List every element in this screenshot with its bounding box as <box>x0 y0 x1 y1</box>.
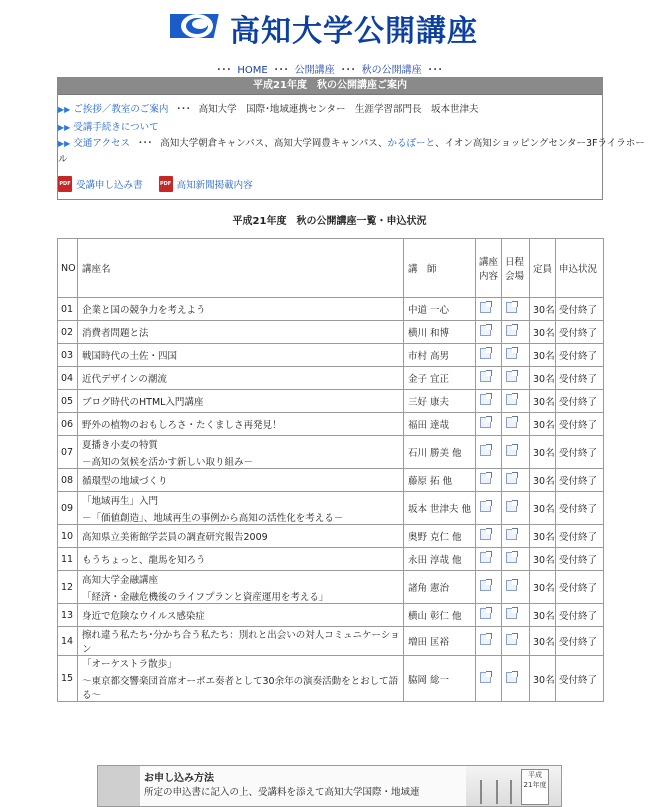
row-no: 14 <box>58 627 78 656</box>
row-no: 08 <box>58 469 78 492</box>
tree-graphic <box>510 780 512 804</box>
row-lecturer: 中道 一心 <box>404 298 476 321</box>
banner-winter-image <box>466 766 561 806</box>
row-capacity: 30名 <box>530 571 556 604</box>
row-status: 受付終了 <box>556 627 604 656</box>
external-link-icon[interactable] <box>506 608 517 619</box>
external-link-icon[interactable] <box>506 552 517 563</box>
row-lecturer: 石川 勝美 他 <box>404 436 476 469</box>
row-no: 06 <box>58 413 78 436</box>
row-course-name <box>78 413 404 436</box>
tree-graphic <box>480 780 482 804</box>
table-row <box>58 548 604 571</box>
course-title: 夏播き小麦の特質 <box>82 439 159 451</box>
greeting-link[interactable]: ご挨拶／教室のご案内 <box>73 104 169 115</box>
course-title: 身近で危険なウイルス感染症 <box>82 611 205 622</box>
external-link-icon[interactable] <box>506 445 517 456</box>
course-list-title: 平成21年度 秋の公開講座一覧・申込状況 <box>232 216 427 227</box>
row-lecturer: 坂本 世津夫 他 <box>404 492 476 525</box>
header-lecturer: 講 師 <box>404 239 476 298</box>
row-schedule-cell <box>502 436 530 469</box>
course-title: 企業と国の競争力を考えよう <box>82 305 206 316</box>
external-link-icon[interactable] <box>506 417 517 428</box>
external-link-icon[interactable] <box>506 529 517 540</box>
external-link-icon[interactable] <box>506 501 517 512</box>
external-link-icon[interactable] <box>480 371 491 382</box>
access-text: 高知大学朝倉キャンパス、高知大学岡豊キャンパス、 <box>160 138 388 149</box>
breadcrumb <box>0 61 659 76</box>
external-link-icon[interactable] <box>506 348 517 359</box>
row-course-name <box>78 298 404 321</box>
external-link-icon[interactable] <box>480 634 491 645</box>
external-link-icon[interactable] <box>506 473 517 484</box>
breadcrumb-separator: ･･･ <box>340 65 356 76</box>
external-link-icon[interactable] <box>506 394 517 405</box>
row-content-cell <box>476 571 502 604</box>
row-content-cell <box>476 367 502 390</box>
row-lecturer: 市村 高男 <box>404 344 476 367</box>
external-link-icon[interactable] <box>506 580 517 591</box>
row-status: 受付終了 <box>556 656 604 702</box>
row-capacity: 30名 <box>530 525 556 548</box>
seal-line-2: 21年度 <box>523 781 547 789</box>
greeting-text: 高知大学 国際･地域連携センター 生涯学習部門長 坂本世津夫 <box>198 104 479 115</box>
row-capacity: 30名 <box>530 413 556 436</box>
access-link[interactable]: 交通アクセス <box>73 138 131 149</box>
external-link-icon[interactable] <box>480 417 491 428</box>
application-form-pdf-link[interactable]: 受講申し込み書 <box>76 180 143 191</box>
row-content-cell <box>476 548 502 571</box>
row-course-name <box>78 492 404 525</box>
course-title: 高知大学金融講座 <box>82 574 159 586</box>
row-course-name <box>78 469 404 492</box>
course-title: 野外の植物のおもしろさ・たくましさ再発見！ <box>82 420 282 431</box>
course-title: 「オーケストラ散歩」 <box>82 659 177 670</box>
row-schedule-cell <box>502 469 530 492</box>
row-content-cell <box>476 390 502 413</box>
karuport-link[interactable]: かるぽーと <box>387 138 436 149</box>
arrow-icon: ▶▶ <box>58 105 71 114</box>
table-row <box>58 413 604 436</box>
table-row <box>58 571 604 604</box>
breadcrumb-separator: ･･･ <box>216 65 232 76</box>
row-content-cell <box>476 525 502 548</box>
row-lecturer: 脇岡 総一 <box>404 656 476 702</box>
guide-title: 平成21年度 秋の公開講座ご案内 <box>58 78 602 95</box>
header-schedule <box>502 239 530 298</box>
row-content-cell <box>476 469 502 492</box>
row-lecturer: 三好 康夫 <box>404 390 476 413</box>
external-link-icon[interactable] <box>506 634 517 645</box>
table-row <box>58 469 604 492</box>
row-capacity: 30名 <box>530 627 556 656</box>
guide-box <box>57 77 645 200</box>
row-content-cell <box>476 436 502 469</box>
row-schedule-cell <box>502 571 530 604</box>
breadcrumb-separator: ･･･ <box>427 65 443 76</box>
row-course-name <box>78 344 404 367</box>
table-row <box>58 344 604 367</box>
row-capacity: 30名 <box>530 298 556 321</box>
logo-emblem-icon <box>170 8 220 44</box>
external-link-icon[interactable] <box>480 445 491 456</box>
header-content-line2: 内容 <box>479 271 499 282</box>
table-row <box>58 436 604 469</box>
external-link-icon[interactable] <box>480 302 491 313</box>
guide-procedure-row <box>58 119 159 133</box>
row-no: 11 <box>58 548 78 571</box>
row-schedule-cell <box>502 604 530 627</box>
row-status: 受付終了 <box>556 321 604 344</box>
course-subtitle: －「価値創造」、地域再生の事例から高知の活性化を考える－ <box>82 512 344 524</box>
row-no: 10 <box>58 525 78 548</box>
row-no: 15 <box>58 656 78 702</box>
header-no: NO <box>58 239 78 298</box>
arrow-icon: ▶▶ <box>58 139 71 148</box>
course-title: 近代デザインの潮流 <box>82 374 167 385</box>
external-link-icon[interactable] <box>506 371 517 382</box>
external-link-icon[interactable] <box>480 529 491 540</box>
course-title: 高知県立美術館学芸員の調査研究報告2009 <box>82 532 268 543</box>
nav-home-link[interactable]: HOME <box>237 65 268 76</box>
row-no: 03 <box>58 344 78 367</box>
external-link-icon[interactable] <box>480 608 491 619</box>
row-schedule-cell <box>502 413 530 436</box>
banner-side-panel <box>98 766 140 806</box>
newspaper-pdf-link[interactable]: 高知新聞掲載内容 <box>176 180 253 191</box>
nav-public-lectures-link[interactable]: 公開講座 <box>294 65 335 76</box>
row-content-cell <box>476 656 502 702</box>
external-link-icon[interactable] <box>506 325 517 336</box>
external-link-icon[interactable] <box>480 552 491 563</box>
row-no: 12 <box>58 571 78 604</box>
row-lecturer: 永田 淳哉 他 <box>404 548 476 571</box>
row-lecturer: 横川 和博 <box>404 321 476 344</box>
row-status: 受付終了 <box>556 492 604 525</box>
row-capacity: 30名 <box>530 469 556 492</box>
row-capacity: 30名 <box>530 604 556 627</box>
row-course-name <box>78 656 404 702</box>
row-course-name <box>78 571 404 604</box>
header-schedule-line2: 会場 <box>505 271 525 282</box>
banner-title: お申し込み方法 <box>144 773 214 784</box>
row-course-name <box>78 321 404 344</box>
external-link-icon[interactable] <box>480 325 491 336</box>
row-lecturer: 横山 彰仁 他 <box>404 604 476 627</box>
row-lecturer: 藤原 拓 他 <box>404 469 476 492</box>
row-course-name <box>78 604 404 627</box>
row-schedule-cell <box>502 344 530 367</box>
row-schedule-cell <box>502 390 530 413</box>
table-row <box>58 656 604 702</box>
access-text-2: 、イオン高知ショッピングセンター3Fライラホー <box>435 138 645 149</box>
course-subtitle: －高知の気候を活かす新しい取り組み－ <box>82 456 254 468</box>
seal-line-1: 平成 <box>528 771 542 779</box>
course-table <box>57 238 604 702</box>
row-schedule-cell <box>502 367 530 390</box>
procedure-link[interactable]: 受講手続きについて <box>73 122 159 133</box>
row-lecturer: 諸角 憲治 <box>404 571 476 604</box>
external-link-icon[interactable] <box>506 302 517 313</box>
pdf-icon: PDF <box>159 176 173 192</box>
row-content-cell <box>476 321 502 344</box>
site-logo[interactable] <box>170 6 500 50</box>
table-header-row <box>58 239 604 298</box>
header-content-line1: 講座 <box>479 257 499 268</box>
row-course-name <box>78 367 404 390</box>
row-status: 受付終了 <box>556 548 604 571</box>
row-status: 受付終了 <box>556 525 604 548</box>
row-status: 受付終了 <box>556 413 604 436</box>
header-schedule-line1: 日程 <box>505 257 525 268</box>
row-schedule-cell <box>502 656 530 702</box>
row-status: 受付終了 <box>556 298 604 321</box>
row-lecturer: 奥野 克仁 他 <box>404 525 476 548</box>
header-capacity: 定員 <box>530 239 556 298</box>
row-lecturer: 増田 匡裕 <box>404 627 476 656</box>
row-status: 受付終了 <box>556 469 604 492</box>
header-status: 申込状況 <box>556 239 604 298</box>
row-course-name <box>78 525 404 548</box>
course-subtitle: ～東京都交響楽団首席オーボエ奏者として30余年の演奏活動をとおして語る～ <box>82 676 399 701</box>
row-no: 13 <box>58 604 78 627</box>
row-schedule-cell <box>502 298 530 321</box>
row-capacity: 30名 <box>530 390 556 413</box>
tree-graphic <box>496 780 498 804</box>
row-status: 受付終了 <box>556 367 604 390</box>
course-title: 「地域再生」入門 <box>82 495 159 507</box>
row-no: 01 <box>58 298 78 321</box>
row-capacity: 30名 <box>530 436 556 469</box>
application-banner[interactable] <box>97 765 562 807</box>
table-row <box>58 525 604 548</box>
breadcrumb-separator: ･･･ <box>273 65 289 76</box>
course-title: 戦国時代の土佐・四国 <box>82 351 178 362</box>
pdf-links-row <box>58 176 253 192</box>
row-course-name <box>78 627 404 656</box>
row-course-name <box>78 548 404 571</box>
table-row <box>58 390 604 413</box>
access-text-3: ル <box>58 154 68 165</box>
external-link-icon[interactable] <box>480 348 491 359</box>
course-title: ブログ時代のHTML入門講座 <box>82 397 204 408</box>
row-no: 04 <box>58 367 78 390</box>
row-no: 07 <box>58 436 78 469</box>
logo-title: 高知大学公開講座 <box>230 14 478 49</box>
nav-autumn-lectures-link[interactable]: 秋の公開講座 <box>361 65 422 76</box>
row-no: 09 <box>58 492 78 525</box>
course-title: もうちょっと、龍馬を知ろう <box>82 555 206 566</box>
external-link-icon[interactable] <box>480 501 491 512</box>
row-capacity: 30名 <box>530 367 556 390</box>
external-link-icon[interactable] <box>506 672 517 683</box>
row-status: 受付終了 <box>556 571 604 604</box>
row-schedule-cell <box>502 627 530 656</box>
pdf-icon: PDF <box>58 176 72 192</box>
row-lecturer: 金子 宜正 <box>404 367 476 390</box>
row-course-name <box>78 436 404 469</box>
table-row <box>58 367 604 390</box>
header-course-name: 講座名 <box>78 239 404 298</box>
row-content-cell <box>476 627 502 656</box>
external-link-icon[interactable] <box>480 672 491 683</box>
row-status: 受付終了 <box>556 344 604 367</box>
row-content-cell <box>476 604 502 627</box>
row-content-cell <box>476 492 502 525</box>
guide-greeting-row: ▶▶ ご挨拶／教室のご案内 ･･･ 高知大学 国際･地域連携センター 生涯学習部門長 坂本世津夫 <box>58 104 479 115</box>
row-status: 受付終了 <box>556 436 604 469</box>
row-schedule-cell <box>502 321 530 344</box>
row-content-cell <box>476 298 502 321</box>
row-no: 05 <box>58 390 78 413</box>
table-row <box>58 604 604 627</box>
row-capacity: 30名 <box>530 656 556 702</box>
table-row <box>58 298 604 321</box>
external-link-icon[interactable] <box>480 580 491 591</box>
row-schedule-cell <box>502 492 530 525</box>
row-content-cell <box>476 344 502 367</box>
row-schedule-cell <box>502 525 530 548</box>
banner-text: 所定の申込書に記入の上、受講料を添えて高知大学国際・地域連 <box>144 787 420 798</box>
course-title: 擦れ違う私たち･分かち合う私たち：別れと出会いの対人コミュニケーション <box>82 630 400 655</box>
row-status: 受付終了 <box>556 390 604 413</box>
header-content <box>476 239 502 298</box>
row-capacity: 30名 <box>530 548 556 571</box>
row-no: 02 <box>58 321 78 344</box>
course-title: 消費者問題と法 <box>82 328 149 339</box>
guide-access-row: ▶▶ 交通アクセス ･･･ 高知大学朝倉キャンパス、高知大学岡豊キャンパス、かるぽーと、イオン高知ショッピングセンター3Fライラホー <box>58 138 645 149</box>
row-lecturer: 福田 達哉 <box>404 413 476 436</box>
arrow-icon: ▶▶ <box>58 123 71 132</box>
row-status: 受付終了 <box>556 604 604 627</box>
row-capacity: 30名 <box>530 344 556 367</box>
row-course-name <box>78 390 404 413</box>
table-row <box>58 627 604 656</box>
row-schedule-cell <box>502 548 530 571</box>
external-link-icon[interactable] <box>480 473 491 484</box>
external-link-icon[interactable] <box>480 394 491 405</box>
table-row <box>58 321 604 344</box>
table-row <box>58 492 604 525</box>
row-content-cell <box>476 413 502 436</box>
row-capacity: 30名 <box>530 321 556 344</box>
course-title: 循環型の地域づくり <box>82 476 168 487</box>
course-subtitle: 「経済・金融危機後のライフプランと資産運用を考える」 <box>82 591 329 603</box>
row-capacity: 30名 <box>530 492 556 525</box>
